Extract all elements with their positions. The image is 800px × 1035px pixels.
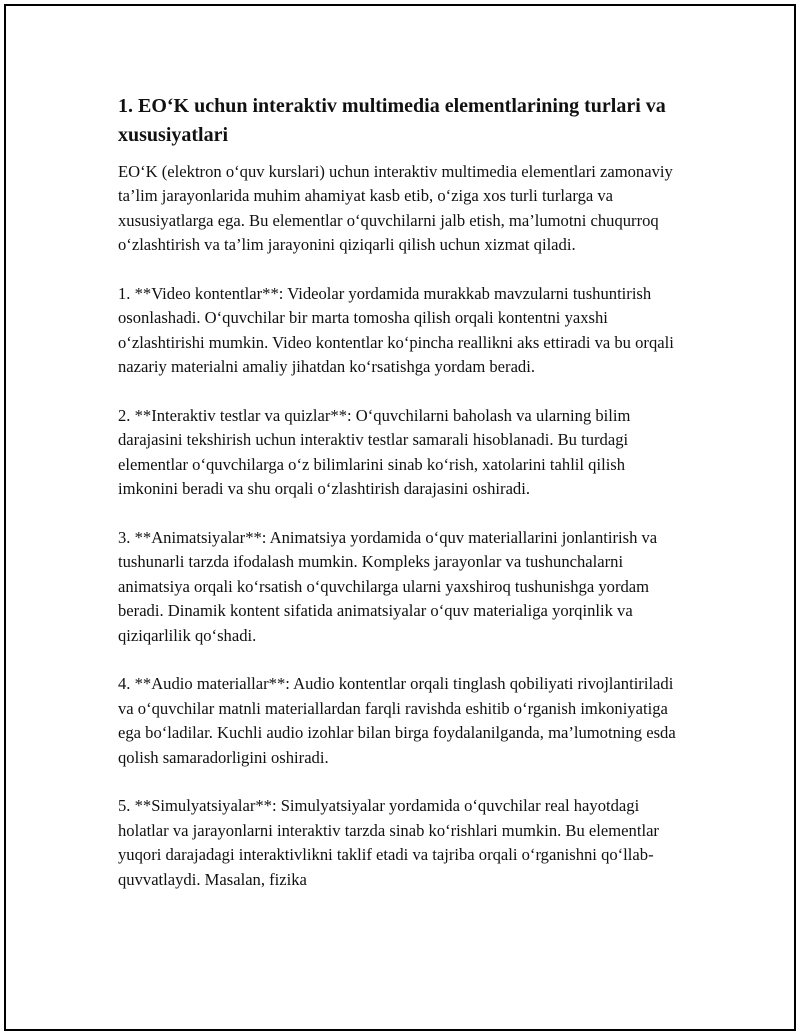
document-title: 1. EO‘K uchun interaktiv multimedia elementlarining turlari va xususiyatlari <box>118 95 666 146</box>
document-body <box>118 92 688 917</box>
list-item-audio: 4. **Audio materiallar**: Audio kontentlar orqali tinglash qobiliyati rivojlantiriladi va o‘quvchilar matnli materiallardan farqli ravishda eshitib o‘rganish imkoniyatiga ega bo‘ladilar. Kuchli audio izohlar bilan birga foydalanilganda, ma’lumotning esda qolish samaradorligini oshiradi. <box>118 674 676 767</box>
intro-paragraph: EO‘K (elektron o‘quv kurslari) uchun interaktiv multimedia elementlari zamonaviy ta’lim jarayonlarida muhim ahamiyat kasb etib, o‘ziga xos turli turlarga va xususiyatlarga ega. Bu elementlar o‘quvchilarni jalb etish, ma’lumotni chuqurroq o‘zlashtirish va ta’lim jarayonini qiziqarli qilish uchun xizmat qiladi. <box>118 162 673 255</box>
list-item-animations: 3. **Animatsiyalar**: Animatsiya yordamida o‘quv materiallarini jonlantirish va tushunarli tarzda ifodalash mumkin. Kompleks jarayonlar va tushunchalarni animatsiya orqali ko‘rsatish o‘quvchilarga ularni yaxshiroq tushunishga yordam beradi. Dinamik kontent sifatida animatsiyalar o‘quv materialiga yorqinlik va qiziqarlilik qo‘shadi. <box>118 528 658 645</box>
list-item-simulations: 5. **Simulyatsiyalar**: Simulyatsiyalar yordamida o‘quvchilar real hayotdagi holatlar va jarayonlarni interaktiv tarzda sinab ko‘rishlari mumkin. Bu elementlar yuqori darajadagi interaktivlikni taklif etadi va tajriba orqali o‘rganishni qo‘llab-quvvatlaydi. Masalan, fizika <box>118 796 659 889</box>
list-item-video: 1. **Video kontentlar**: Videolar yordamida murakkab mavzularni tushuntirish osonlashadi. O‘quvchilar bir marta tomosha qilish orqali kontentni yaxshi o‘zlashtirishi mumkin. Video kontentlar ko‘pincha reallikni aks ettiradi va bu orqali nazariy materialni amaliy jihatdan ko‘rsatishga yordam beradi. <box>118 284 674 377</box>
list-item-tests: 2. **Interaktiv testlar va quizlar**: O‘quvchilarni baholash va ularning bilim darajasini tekshirish uchun interaktiv testlar samarali hisoblanadi. Bu turdagi elementlar o‘quvchilarga o‘z bilimlarini sinab ko‘rish, xatolarini tahlil qilish imkonini beradi va shu orqali o‘zlashtirish darajasini oshiradi. <box>118 406 631 499</box>
